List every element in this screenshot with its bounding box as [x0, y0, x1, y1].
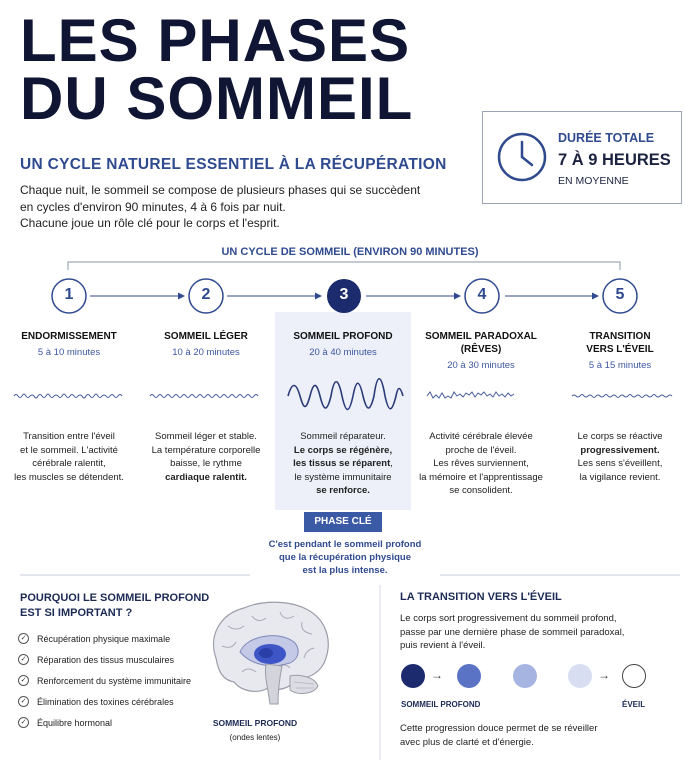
intro-line: Chaque nuit, le sommeil se compose de plusieurs phases qui se succèdent: [20, 183, 421, 197]
phase-name: SOMMEIL PROFOND: [293, 331, 393, 342]
desc-line: cardiaque ralentit.: [165, 471, 247, 483]
desc-line: Les sens s'éveillent,: [577, 458, 663, 469]
phase-name-line-2: VERS L'ÉVEIL: [586, 344, 654, 355]
phase-1-header: [4, 330, 134, 358]
benefit-item: [18, 696, 174, 707]
desc-punct: ,: [390, 458, 393, 469]
arrow-right-icon: →: [598, 668, 610, 682]
desc-line: cérébrale ralentit,: [32, 458, 106, 469]
transition-line: Le corps sort progressivement du sommeil profond,: [400, 613, 617, 624]
phase-name: TRANSITION: [589, 331, 651, 342]
title-line-2: DU SOMMEIL: [20, 65, 414, 132]
step-number-3: 3: [339, 286, 349, 303]
desc-line: Sommeil léger et stable.: [155, 431, 257, 442]
benefit-item: [18, 654, 174, 665]
brain-waves: [0, 368, 700, 418]
brain-label: SOMMEIL PROFOND: [212, 718, 298, 728]
benefit-item: [18, 717, 112, 728]
footer-line: Cette progression douce permet de se réveiller: [400, 723, 598, 734]
step-number-1: 1: [64, 286, 74, 303]
phase-5-header: [555, 330, 685, 371]
check-icon: ✓: [18, 633, 29, 644]
key-line: que la récupération physique: [279, 552, 411, 563]
desc-line: proche de l'éveil.: [445, 444, 517, 456]
stage-dot-awake: [622, 664, 646, 688]
desc-line: Les rêves surviennent,: [433, 458, 529, 469]
desc-line: la vigilance revient.: [579, 471, 661, 483]
cycle-title: UN CYCLE DE SOMMEIL (ENVIRON 90 MINUTES): [221, 246, 479, 258]
cycle-bracket: [0, 0, 700, 300]
phase-3-description: [278, 430, 408, 498]
desc-line: Le corps se réactive: [577, 431, 663, 442]
check-icon: ✓: [18, 717, 29, 728]
desc-line: progressivement.: [580, 444, 660, 456]
page-subtitle: UN CYCLE NATUREL ESSENTIEL À LA RÉCUPÉRATION: [20, 156, 447, 173]
phase-3-header: [278, 330, 408, 358]
benefit-text: Récupération physique maximale: [37, 633, 171, 644]
phase-duration: 20 à 40 minutes: [309, 347, 377, 358]
phase-4-header: [416, 330, 546, 371]
stage-dot-4: [568, 664, 592, 688]
transition-line: passe par une dernière phase de sommeil paradoxal,: [400, 626, 625, 638]
desc-emphasis: les tissus se réparent: [293, 458, 391, 469]
footer-line: avec plus de clarté et d'énergie.: [400, 736, 534, 748]
check-icon: ✓: [18, 654, 29, 665]
why-title: [20, 591, 209, 620]
desc-line: et le sommeil. L'activité: [20, 444, 118, 456]
desc-line: le système immunitaire: [294, 471, 392, 483]
transition-line: puis revient à l'éveil.: [400, 640, 486, 651]
phase-2-header: [141, 330, 271, 358]
benefit-text: Équilibre hormonal: [37, 717, 113, 728]
step-number-5: 5: [615, 286, 625, 303]
desc-line: Sommeil réparateur.: [300, 431, 386, 442]
phase-2-description: [141, 430, 271, 484]
benefit-item: [18, 633, 170, 644]
duration-value: 7 À 9 HEURES: [558, 151, 671, 169]
key-line: C'est pendant le sommeil profond: [268, 539, 422, 550]
desc-line: Le corps se régénère,: [293, 444, 393, 456]
desc-line: Transition entre l'éveil: [23, 431, 115, 442]
stage-dot-deep: [401, 664, 425, 688]
duration-sub: EN MOYENNE: [558, 175, 629, 187]
transition-start-label: SOMMEIL PROFOND: [401, 700, 481, 709]
stage-dot-2: [457, 664, 481, 688]
key-line: est la plus intense.: [302, 565, 388, 576]
desc-line: baisse, le rythme: [170, 458, 242, 469]
wave-phase-3: [288, 379, 403, 410]
phase-duration: 10 à 20 minutes: [172, 347, 240, 358]
step-number-4: 4: [477, 286, 487, 303]
desc-line: Activité cérébrale élevée: [429, 431, 533, 442]
phase-duration: 5 à 10 minutes: [37, 347, 101, 358]
desc-line: la mémoire et l'apprentissage: [419, 471, 543, 483]
transition-title: LA TRANSITION VERS L'ÉVEIL: [400, 591, 562, 603]
phase-5-description: [555, 430, 685, 484]
phase-duration: 5 à 15 minutes: [588, 360, 652, 371]
desc-line: se consolident.: [449, 485, 513, 496]
step-number-2: 2: [201, 286, 211, 303]
desc-line: La température corporelle: [151, 444, 261, 456]
desc-line: les muscles se détendent.: [14, 471, 124, 483]
title-line-1: LES PHASES: [20, 7, 411, 74]
transition-text: [400, 612, 660, 653]
benefit-text: Élimination des toxines cérébrales: [37, 696, 174, 707]
brain-illustration: [198, 596, 338, 714]
desc-line: [278, 457, 408, 471]
phase-name: SOMMEIL PARADOXAL: [425, 331, 537, 342]
why-title-line-2: EST SI IMPORTANT ?: [20, 606, 133, 619]
benefit-text: Réparation des tissus musculaires: [37, 654, 175, 665]
arrow-right-icon: →: [431, 668, 443, 682]
phase-1-description: [4, 430, 134, 484]
transition-footer: [400, 722, 670, 749]
benefit-item: [18, 675, 191, 686]
benefit-text: Renforcement du système immunitaire: [37, 675, 192, 686]
wave-phase-1: [14, 394, 122, 398]
phase-name-line-2: (RÊVES): [460, 344, 502, 355]
intro-line: en cycles d'environ 90 minutes, 4 à 6 fois par nuit.: [20, 199, 286, 214]
wave-phase-2: [150, 395, 258, 398]
phase-name: ENDORMISSEMENT: [21, 331, 117, 342]
desc-line: se renforce.: [316, 485, 370, 496]
phase-name: SOMMEIL LÉGER: [164, 331, 248, 342]
phase-duration: 20 à 30 minutes: [447, 360, 515, 371]
brain-sublabel: (ondes lentes): [229, 733, 281, 742]
duration-label: DURÉE TOTALE: [558, 131, 655, 145]
check-icon: ✓: [18, 696, 29, 707]
intro-line: Chacune joue un rôle clé pour le corps et l'esprit.: [20, 216, 280, 230]
key-phase-badge: PHASE CLÉ: [304, 512, 382, 532]
wave-phase-4: [427, 392, 514, 398]
why-title-line-1: POURQUOI LE SOMMEIL PROFOND: [20, 592, 210, 604]
stage-dot-3: [513, 664, 537, 688]
transition-end-label: ÉVEIL: [622, 700, 646, 709]
phase-4-description: [416, 430, 546, 498]
wave-phase-5: [572, 395, 672, 398]
check-icon: ✓: [18, 675, 29, 686]
